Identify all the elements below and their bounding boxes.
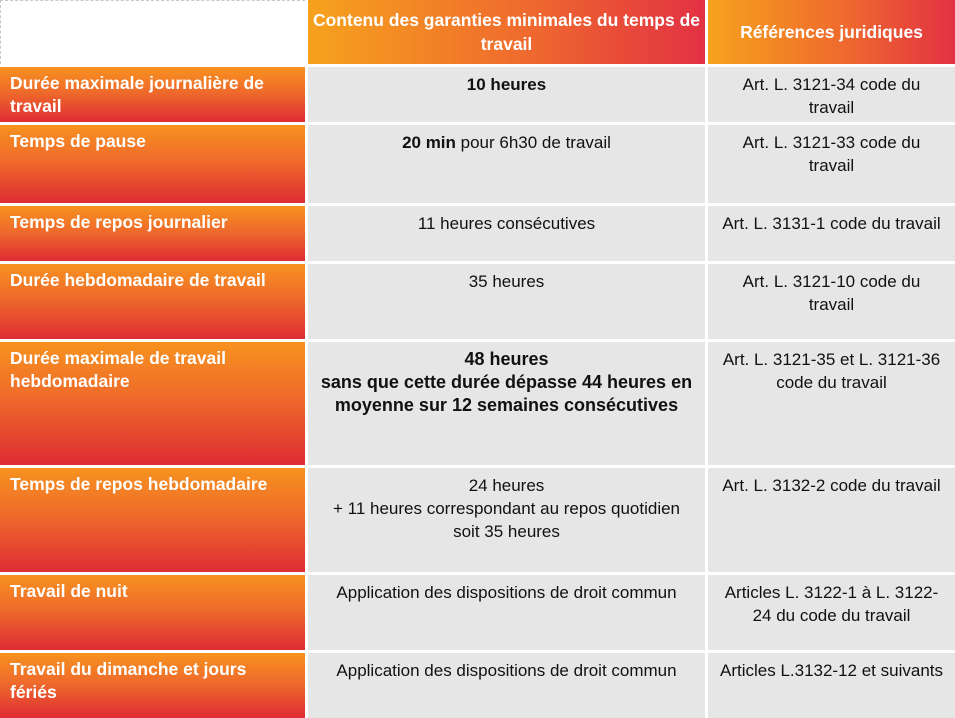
content-line: + 11 heures correspondant au repos quotidien soit 35 heures — [332, 499, 680, 541]
content-line: 24 heures — [468, 476, 545, 495]
row-content — [308, 342, 705, 465]
row-content — [308, 125, 705, 203]
header-references: Références juridiques — [708, 0, 955, 64]
content-bold: 10 heures — [466, 75, 547, 94]
row-label: Temps de repos hebdomadaire — [0, 468, 305, 572]
content-bold: 48 heures — [464, 349, 549, 369]
row-reference: Art. L. 3132-2 code du travail — [708, 468, 955, 572]
row-content — [308, 67, 705, 122]
row-reference: Articles L.3132-12 et suivants — [708, 653, 955, 718]
row-label: Durée maximale journalière de travail — [0, 67, 305, 122]
row-content: 35 heures — [308, 264, 705, 339]
content-text: pour 6h30 de travail — [455, 133, 611, 152]
row-reference: Art. L. 3121-35 et L. 3121-36 code du travail — [708, 342, 955, 465]
row-content: 11 heures consécutives — [308, 206, 705, 261]
row-content — [308, 468, 705, 572]
row-label: Durée maximale de travail hebdomadaire — [0, 342, 305, 465]
row-reference: Art. L. 3121-33 code du travail — [708, 125, 955, 203]
row-reference: Art. L. 3121-34 code du travail — [708, 67, 955, 122]
row-label: Travail du dimanche et jours fériés — [0, 653, 305, 718]
content-bold-detail: sans que cette durée dépasse 44 heures en moyenne sur 12 semaines consécutives — [320, 372, 693, 415]
table-corner — [0, 0, 305, 64]
row-content: Application des dispositions de droit commun — [308, 653, 705, 718]
row-label: Travail de nuit — [0, 575, 305, 650]
row-label: Temps de pause — [0, 125, 305, 203]
row-content: Application des dispositions de droit commun — [308, 575, 705, 650]
row-reference: Art. L. 3121-10 code du travail — [708, 264, 955, 339]
header-content: Contenu des garanties minimales du temps de travail — [308, 0, 705, 64]
row-label: Durée hebdomadaire de travail — [0, 264, 305, 339]
row-reference: Art. L. 3131-1 code du travail — [708, 206, 955, 261]
row-label: Temps de repos journalier — [0, 206, 305, 261]
row-reference: Articles L. 3122-1 à L. 3122-24 du code du travail — [708, 575, 955, 650]
content-bold: 20 min — [402, 133, 456, 152]
